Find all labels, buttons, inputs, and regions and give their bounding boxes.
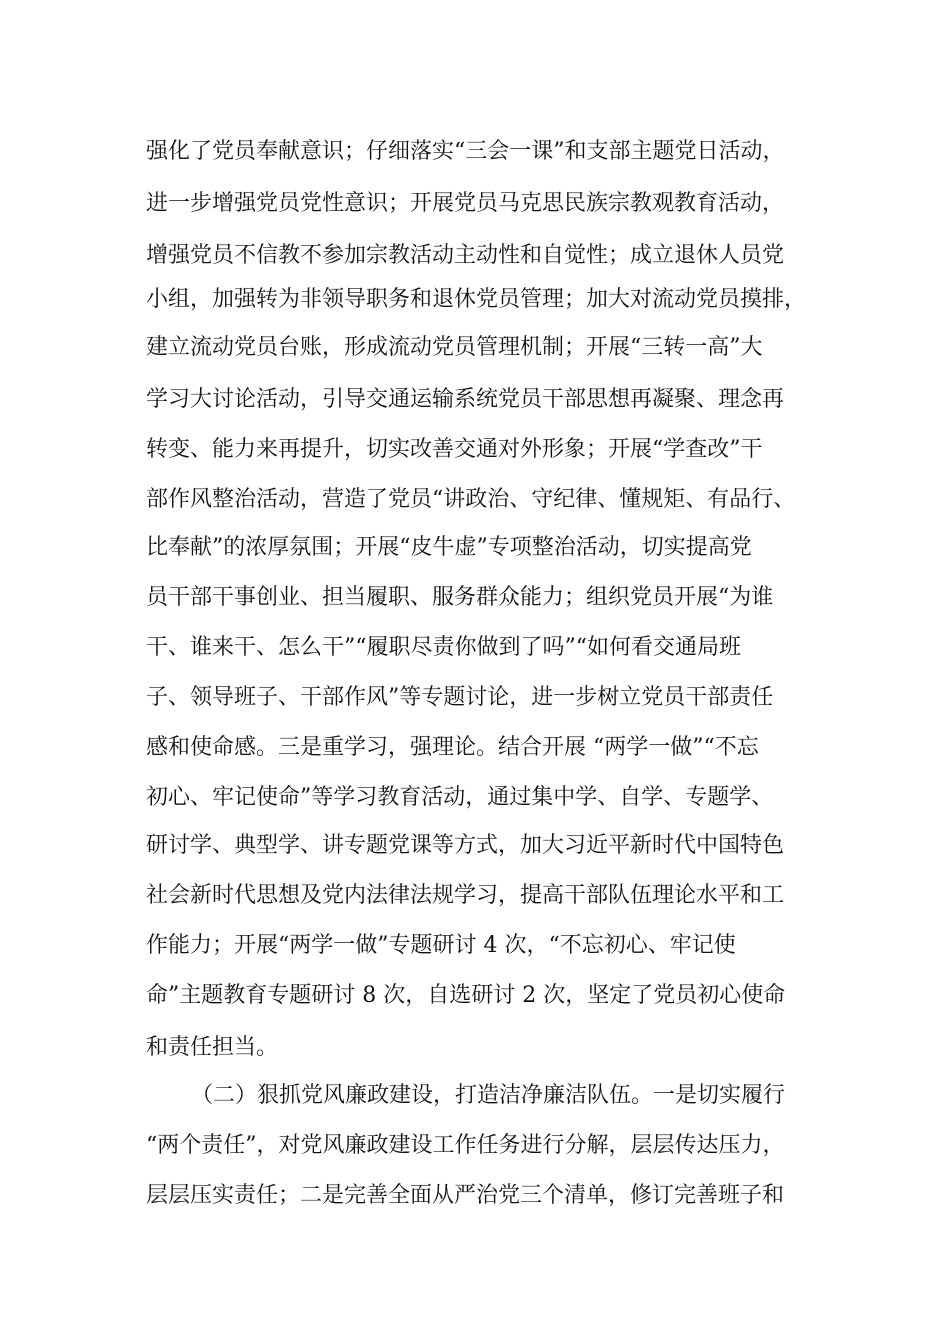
paragraph-first-line bbox=[0, 1070, 950, 1122]
line-text: 作能力；开展“两学一做”专题研讨 4 次，“不忘初心、牢记使 bbox=[146, 933, 736, 958]
line-text: 子、领导班子、干部作风”等专题讨论，进一步树立党员干部责任 bbox=[146, 685, 774, 710]
text-line bbox=[0, 474, 950, 526]
line-text: 层层压实责任；二是完善全面从严治党三个清单，修订完善班子和 bbox=[146, 1183, 785, 1208]
line-text: 部作风整治活动，营造了党员“讲政治、守纪律、懂规矩、有品行、 bbox=[146, 487, 796, 512]
text-line bbox=[0, 920, 950, 972]
line-text: 进一步增强党员党性意识；开展党员马克思民族宗教观教育活动， bbox=[146, 191, 785, 216]
text-line bbox=[0, 274, 950, 326]
text-line bbox=[0, 672, 950, 724]
line-text: 干、谁来干、怎么干”“履职尽责你做到了吗”“如何看交通局班 bbox=[146, 635, 741, 660]
text-line bbox=[0, 374, 950, 426]
line-text: 感和使命感。三是重学习，强理论。结合开展 “两学一做”“不忘 bbox=[146, 735, 759, 760]
line-text: “两个责任”，对党风廉政建设工作任务进行分解，层层传达压力， bbox=[146, 1133, 785, 1158]
text-line bbox=[0, 126, 950, 178]
line-text: 小组，加强转为非领导职务和退休党员管理；加大对流动党员摸排， bbox=[146, 287, 807, 312]
line-text: 转变、能力来再提升，切实改善交通对外形象；开展“学查改”干 bbox=[146, 437, 763, 462]
text-line bbox=[0, 722, 950, 774]
text-line bbox=[0, 322, 950, 374]
text-line bbox=[0, 178, 950, 230]
line-text: 强化了党员奉献意识；仔细落实“三会一课”和支部主题党日活动， bbox=[146, 139, 785, 164]
text-line bbox=[0, 522, 950, 574]
text-line bbox=[0, 820, 950, 872]
line-text: 增强党员不信教不参加宗教活动主动性和自觉性；成立退休人员党 bbox=[146, 243, 785, 268]
line-text: 社会新时代思想及党内法律法规学习，提高干部队伍理论水平和工 bbox=[146, 883, 785, 908]
text-line bbox=[0, 1022, 950, 1074]
text-line bbox=[0, 970, 950, 1022]
text-line bbox=[0, 1170, 950, 1222]
text-line bbox=[0, 1120, 950, 1172]
text-line bbox=[0, 572, 950, 624]
text-line bbox=[0, 772, 950, 824]
line-text: 比奉献”的浓厚氛围；开展“皮牛虚”专项整治活动，切实提高党 bbox=[146, 535, 752, 560]
line-text: 和责任担当。 bbox=[146, 1035, 279, 1060]
line-text: 建立流动党员台账，形成流动党员管理机制；开展“三转一高”大 bbox=[146, 335, 763, 360]
line-text: 研讨学、典型学、讲专题党课等方式，加大习近平新时代中国特色 bbox=[146, 833, 785, 858]
line-text: 初心、牢记使命”等学习教育活动，通过集中学、自学、专题学、 bbox=[146, 785, 774, 810]
line-text: 命”主题教育专题研讨 8 次，自选研讨 2 次，坚定了党员初心使命 bbox=[146, 983, 786, 1008]
line-text: 员干部干事创业、担当履职、服务群众能力；组织党员开展“为谁 bbox=[146, 585, 774, 610]
text-line bbox=[0, 424, 950, 476]
text-line bbox=[0, 622, 950, 674]
line-text: 学习大讨论活动，引导交通运输系统党员干部思想再凝聚、理念再 bbox=[146, 387, 785, 412]
line-text: （二）狠抓党风廉政建设，打造洁净廉洁队伍。一是切实履行 bbox=[191, 1083, 786, 1108]
text-line bbox=[0, 870, 950, 922]
